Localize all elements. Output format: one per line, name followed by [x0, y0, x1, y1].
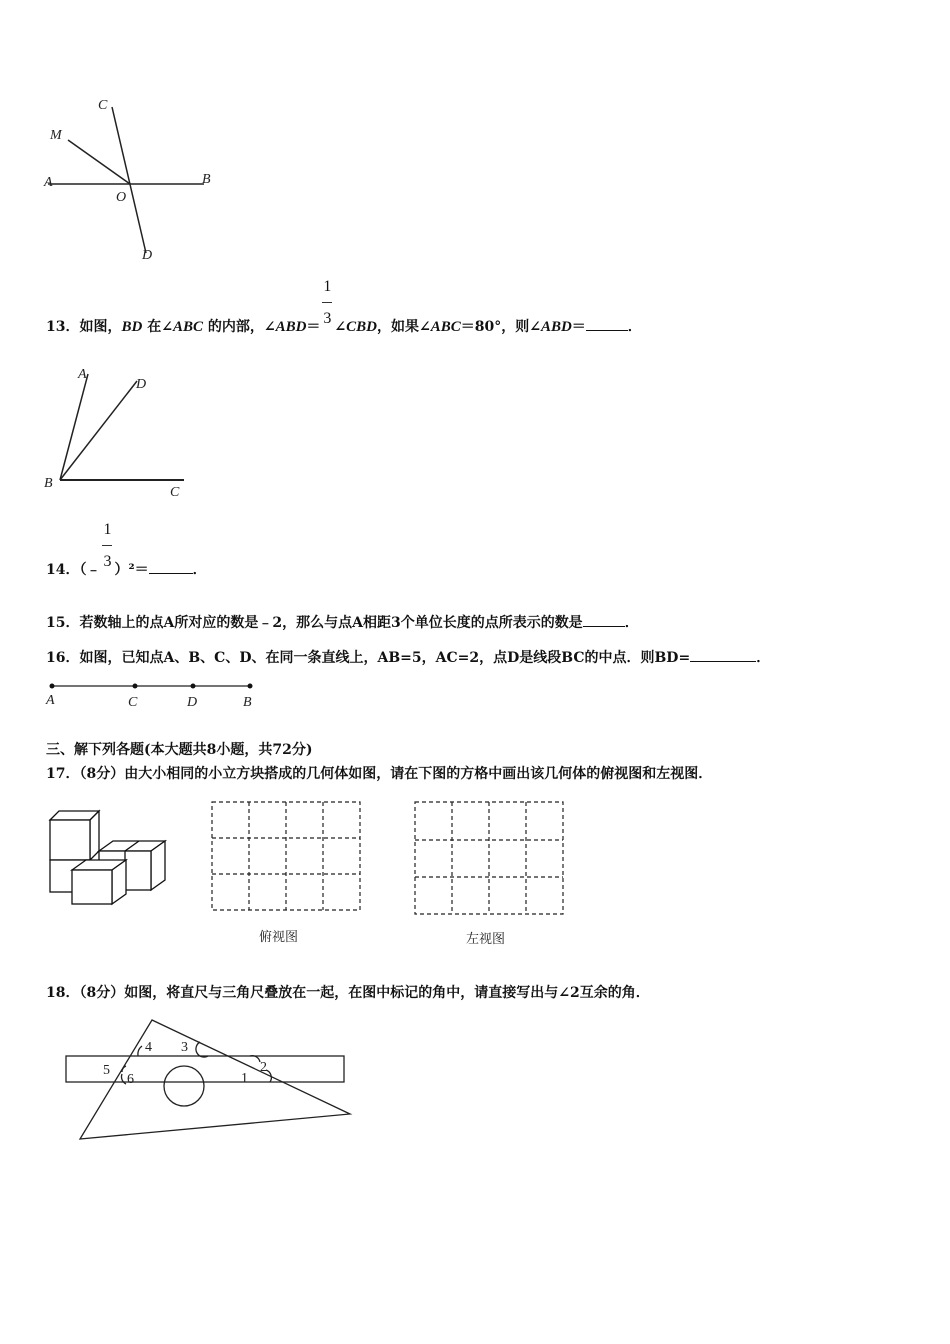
q13-bd: BD — [121, 319, 143, 335]
q18-text: 18．（8分）如图，将直尺与三角尺叠放在一起，在图中标记的角中，请直接写出与∠2互余的角． — [46, 985, 650, 1001]
label-a: A — [44, 175, 53, 190]
grid-left-view-caption: 左视图 — [466, 932, 506, 947]
angle-label-4: 4 — [145, 1040, 152, 1055]
figure-q12-angles — [40, 95, 230, 265]
question-14: 14．（﹣ $\frac{1}{3}$ ）²＝ ． — [46, 521, 207, 578]
angle-label-5: 5 — [103, 1063, 110, 1078]
section-3-heading: 三、解下列各题(本大题共8小题，共72分) — [46, 742, 313, 758]
label-a: A — [78, 367, 87, 382]
angle-label-2: 2 — [260, 1060, 267, 1075]
question-16: 16．如图，已知点A、B、C、D、在同一条直线上，AB=5，AC=2，点D是线段BC的中点．则BD= ． — [46, 647, 770, 668]
label-b: B — [202, 172, 211, 187]
q13-fraction: $\frac{1}{3}$ — [323, 278, 332, 327]
point-c — [133, 684, 138, 689]
q15-text: 15．若数轴上的点A所对应的数是﹣2，那么与点A相距3个单位长度的点所表示的数是 — [46, 615, 583, 631]
label-c: C — [98, 98, 108, 113]
point-a — [50, 684, 55, 689]
question-15: 15．若数轴上的点A所对应的数是﹣2，那么与点A相距3个单位长度的点所表示的数是 ． — [46, 612, 639, 633]
q13-num: 13．如图， — [46, 319, 122, 335]
angle-label-1: 1 — [241, 1071, 248, 1086]
q16-answer-blank[interactable] — [690, 647, 756, 662]
label-d: D — [136, 377, 147, 392]
q14-answer-blank[interactable] — [149, 559, 193, 574]
figure-q13-angle — [40, 360, 200, 505]
q16-text: 16．如图，已知点A、B、C、D、在同一条直线上，AB=5，AC=2，点D是线段BC的中点．则BD= — [46, 650, 691, 666]
q14-num: 14．（﹣ — [46, 562, 101, 578]
question-13: 13．如图，BD 在∠ABC 的内部，∠ABD＝ $\frac{1}{3}$ ∠CBD，如果∠ABC＝80°，则∠ABD＝ ． — [46, 278, 642, 335]
q13-answer-blank[interactable] — [586, 316, 628, 331]
angle-label-3: 3 — [181, 1040, 188, 1055]
point-b — [248, 684, 253, 689]
ray-ba — [60, 374, 88, 480]
label-c: C — [170, 485, 180, 500]
figure-q17-cubes — [45, 808, 170, 908]
figure-q18-ruler-triangle — [60, 1014, 370, 1144]
ruler-hole — [164, 1066, 204, 1106]
ray-bd — [60, 381, 137, 480]
grid-top-view[interactable] — [210, 800, 364, 914]
label-b: B — [44, 476, 53, 491]
triangle — [80, 1020, 350, 1139]
label-o: O — [116, 190, 127, 205]
label-c: C — [128, 695, 138, 710]
label-b: B — [243, 695, 252, 710]
q15-answer-blank[interactable] — [583, 612, 625, 627]
label-m: M — [50, 128, 62, 143]
figure-q16-line — [40, 676, 270, 716]
q14-fraction: $\frac{1}{3}$ — [103, 521, 112, 570]
label-a: A — [46, 693, 55, 708]
label-d: D — [187, 695, 198, 710]
point-d — [191, 684, 196, 689]
label-d: D — [142, 248, 153, 263]
question-17 — [46, 764, 712, 784]
q17-text: 17．（8分）由大小相同的小立方块搭成的几何体如图，请在下图的方格中画出该几何体的俯视图和左视图． — [46, 766, 713, 782]
grid-top-view-caption: 俯视图 — [259, 930, 299, 945]
question-18 — [46, 983, 650, 1003]
grid-left-view[interactable] — [413, 800, 567, 918]
angle-label-6: 6 — [127, 1072, 134, 1087]
line-cd — [112, 107, 146, 253]
